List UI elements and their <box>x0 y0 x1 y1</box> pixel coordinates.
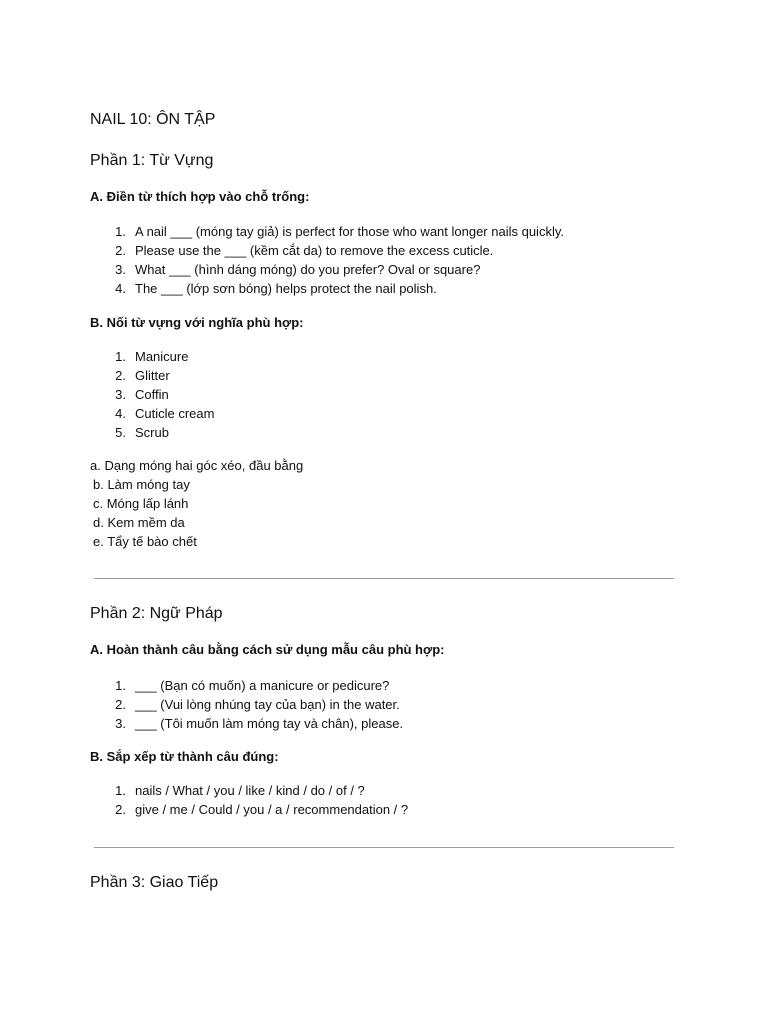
item-text: Coffin <box>135 387 169 402</box>
item-text: What ___ (hình dáng móng) do you prefer? Oval or square? <box>135 262 481 277</box>
item-text: nails / What / you / like / kind / do / of / ? <box>135 783 365 798</box>
item-number: 3. <box>115 262 126 277</box>
item-text: give / me / Could / you / a / recommendation / ? <box>135 802 409 817</box>
item-text: ___ (Vui lòng nhúng tay của bạn) in the water. <box>135 697 400 712</box>
item-number: 3. <box>115 716 126 731</box>
item-number: 2. <box>115 697 126 712</box>
section-divider <box>94 578 674 579</box>
item-text: ___ (Bạn có muốn) a manicure or pedicure? <box>135 678 390 693</box>
meanings-list <box>90 456 303 551</box>
item-number: 2. <box>115 368 126 383</box>
part3-heading: Phần 3: Giao Tiếp <box>90 874 219 891</box>
meaning-item: b. Làm móng tay <box>93 477 190 492</box>
part1-section-b-heading: B. Nối từ vựng với nghĩa phù hợp: <box>90 315 304 330</box>
part1-section-a-heading: A. Điền từ thích hợp vào chỗ trống: <box>90 189 310 204</box>
item-number: 4. <box>115 281 126 296</box>
item-text: ___ (Tôi muốn làm móng tay và chân), please. <box>135 716 404 731</box>
item-number: 1. <box>115 783 126 798</box>
part2-heading: Phần 2: Ngữ Pháp <box>90 605 223 622</box>
part2-section-b-heading: B. Sắp xếp từ thành câu đúng: <box>90 749 279 764</box>
item-number: 2. <box>115 802 126 817</box>
item-number: 1. <box>115 349 126 364</box>
document-title: NAIL 10: ÔN TẬP <box>90 111 216 128</box>
section-divider <box>94 847 674 848</box>
item-text: Glitter <box>135 368 170 383</box>
item-number: 1. <box>115 224 126 239</box>
item-text: The ___ (lớp sơn bóng) helps protect the nail polish. <box>135 281 437 296</box>
meaning-item: a. Dạng móng hai góc xéo, đầu bằng <box>90 458 304 473</box>
item-number: 4. <box>115 406 126 421</box>
item-number: 1. <box>115 678 126 693</box>
meaning-item: e. Tẩy tế bào chết <box>93 534 197 549</box>
item-number: 2. <box>115 243 126 258</box>
item-number: 3. <box>115 387 126 402</box>
meaning-item: d. Kem mềm da <box>93 515 185 530</box>
item-text: Scrub <box>135 425 169 440</box>
part1-heading: Phần 1: Từ Vựng <box>90 152 214 169</box>
part2-section-a-heading: A. Hoàn thành câu bằng cách sử dụng mẫu câu phù hợp: <box>90 642 445 657</box>
item-number: 5. <box>115 425 126 440</box>
item-text: Cuticle cream <box>135 406 215 421</box>
item-text: A nail ___ (móng tay giả) is perfect for those who want longer nails quickly. <box>135 224 564 239</box>
meaning-item: c. Móng lấp lánh <box>93 496 189 511</box>
item-text: Manicure <box>135 349 189 364</box>
item-text: Please use the ___ (kềm cắt da) to remove the excess cuticle. <box>135 243 494 258</box>
